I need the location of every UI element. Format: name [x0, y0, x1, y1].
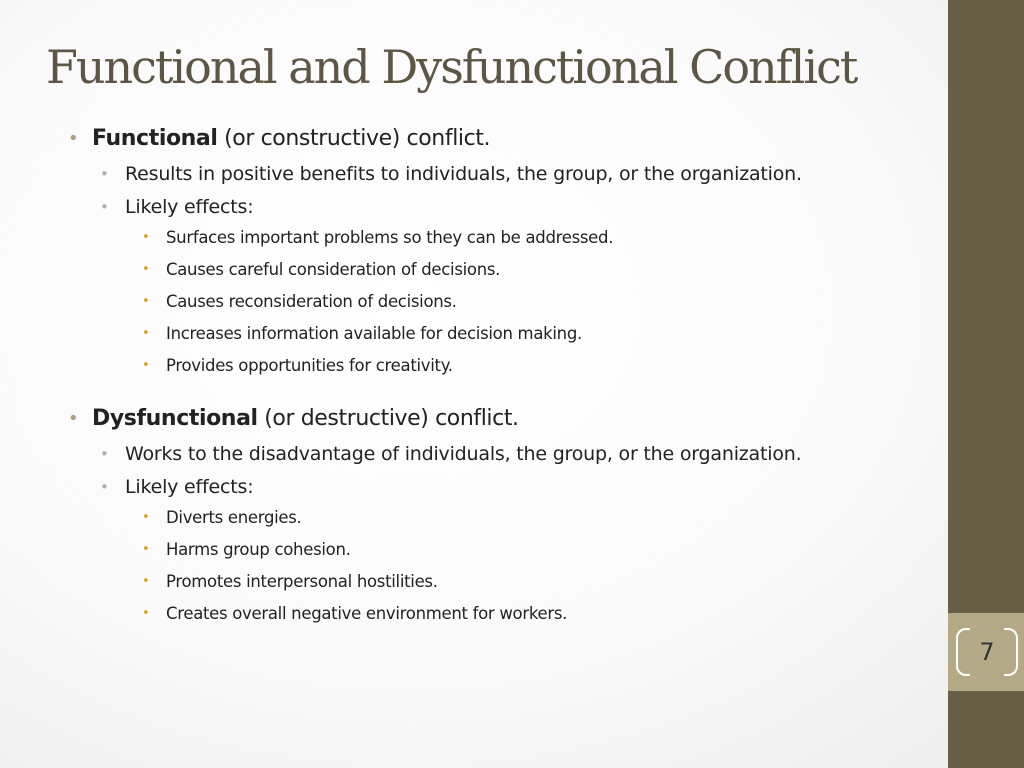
functional-description-text: Results in positive benefits to individuals, the group, or the organization. [125, 163, 802, 185]
dysfunctional-effect-text: Creates overall negative environment for workers. [166, 604, 568, 623]
bullet-icon: • [68, 128, 79, 149]
functional-effect-text: Causes reconsideration of decisions. [166, 292, 457, 311]
dysfunctional-heading-bold: Dysfunctional [92, 406, 258, 431]
dysfunctional-effect-item [68, 502, 904, 534]
dysfunctional-effect-text: Diverts energies. [166, 508, 302, 527]
functional-effect-text: Causes careful consideration of decisions. [166, 260, 501, 279]
dysfunctional-effect-item [68, 534, 904, 566]
dysfunctional-description [68, 440, 904, 469]
dysfunctional-effect-item [68, 566, 904, 598]
bullet-icon: • [142, 606, 150, 621]
dysfunctional-effect-text: Promotes interpersonal hostilities. [166, 572, 438, 591]
dysfunctional-effects-label [68, 473, 904, 502]
functional-effect-item [68, 318, 904, 350]
functional-heading-bold: Functional [92, 126, 218, 151]
dysfunctional-effects-label-text: Likely effects: [125, 476, 254, 498]
dysfunctional-effect-item [68, 598, 904, 630]
slide-content [68, 122, 904, 630]
bullet-icon: • [142, 262, 150, 277]
functional-effect-item [68, 254, 904, 286]
functional-heading [68, 122, 904, 156]
dysfunctional-effect-text: Harms group cohesion. [166, 540, 351, 559]
functional-effect-text: Provides opportunities for creativity. [166, 356, 453, 375]
dysfunctional-description-text: Works to the disadvantage of individuals, the group, or the organization. [125, 443, 802, 465]
bullet-icon: • [142, 230, 150, 245]
bullet-icon: • [100, 478, 109, 496]
bullet-icon: • [142, 510, 150, 525]
functional-effect-text: Increases information available for decision making. [166, 324, 582, 343]
functional-effect-item [68, 222, 904, 254]
functional-effects-label-text: Likely effects: [125, 196, 254, 218]
bullet-icon: • [142, 326, 150, 341]
functional-effect-item [68, 350, 904, 382]
functional-effect-item [68, 286, 904, 318]
functional-heading-rest: (or constructive) conflict. [217, 126, 491, 151]
bullet-icon: • [142, 358, 150, 373]
bullet-icon: • [142, 574, 150, 589]
functional-effects-label [68, 193, 904, 222]
functional-effect-text: Surfaces important problems so they can be addressed. [166, 228, 614, 247]
bullet-icon: • [68, 408, 79, 429]
bullet-icon: • [142, 294, 150, 309]
page-number: 7 [979, 638, 995, 666]
bullet-icon: • [100, 198, 109, 216]
slide-title: Functional and Dysfunctional Conflict [46, 40, 857, 94]
functional-description [68, 160, 904, 189]
bullet-icon: • [142, 542, 150, 557]
dysfunctional-heading [68, 402, 904, 436]
bullet-icon: • [100, 165, 109, 183]
dysfunctional-heading-rest: (or destructive) conflict. [257, 406, 519, 431]
bullet-icon: • [100, 445, 109, 463]
